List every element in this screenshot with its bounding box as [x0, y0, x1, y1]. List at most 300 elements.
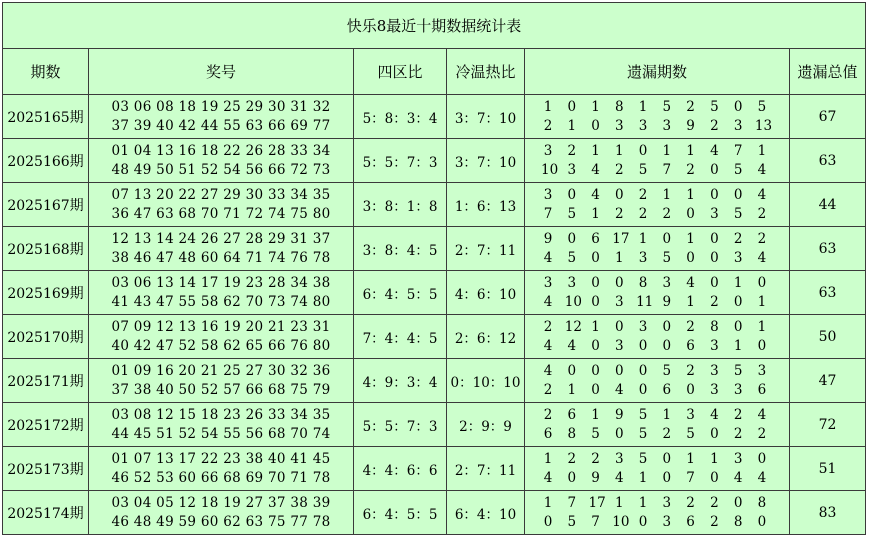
miss-value: 2 — [757, 230, 767, 247]
miss-value: 1 — [591, 318, 600, 335]
miss-value: 1 — [757, 293, 767, 310]
miss-value: 1 — [591, 98, 600, 115]
miss-cell — [525, 315, 790, 359]
miss-line — [525, 205, 789, 224]
miss-value: 4 — [686, 274, 695, 291]
miss-value: 2 — [686, 362, 695, 379]
miss-value: 0 — [757, 513, 767, 530]
miss-value: 7 — [662, 161, 672, 178]
miss-line — [525, 337, 789, 356]
miss-value: 2 — [757, 205, 767, 222]
miss-value: 2 — [710, 494, 719, 511]
miss-value: 2 — [686, 161, 695, 178]
numbers-cell — [89, 95, 354, 139]
miss-value: 4 — [757, 469, 767, 486]
miss-value: 0 — [591, 117, 600, 134]
miss-value: 0 — [638, 362, 648, 379]
miss-value: 3 — [757, 362, 767, 379]
miss-value: 7 — [686, 469, 695, 486]
miss-value: 0 — [638, 513, 648, 530]
miss-value: 4 — [543, 362, 553, 379]
numbers-line: 37 39 40 42 44 55 63 66 69 77 — [111, 117, 331, 134]
period-cell: 2025167期 — [3, 183, 89, 227]
miss-value: 0 — [615, 186, 624, 203]
miss-value: 1 — [638, 98, 648, 115]
miss-value: 17 — [612, 230, 630, 247]
miss-value: 1 — [686, 450, 695, 467]
period-cell: 2025174期 — [3, 491, 89, 535]
miss-value: 9 — [615, 406, 624, 423]
miss-value: 1 — [638, 469, 648, 486]
miss-value: 1 — [733, 337, 743, 354]
numbers-line: 44 45 51 52 54 55 56 68 70 74 — [111, 425, 331, 442]
miss-value: 0 — [567, 362, 577, 379]
miss-value: 3 — [710, 337, 719, 354]
miss-line — [525, 469, 789, 488]
miss-value: 1 — [662, 186, 672, 203]
period-cell: 2025166期 — [3, 139, 89, 183]
miss-value: 7 — [591, 513, 600, 530]
numbers-cell — [89, 315, 354, 359]
zones-cell: 5：8：3：4 — [354, 95, 447, 139]
miss-value: 4 — [710, 142, 719, 159]
lottery-stats-table-wrapper — [2, 2, 866, 535]
miss-value: 0 — [591, 274, 600, 291]
miss-value: 0 — [591, 337, 600, 354]
miss-value: 5 — [733, 161, 743, 178]
zones-cell: 6：4：5：5 — [354, 271, 447, 315]
zones-cell: 5：5：7：3 — [354, 403, 447, 447]
miss-value: 3 — [710, 205, 719, 222]
miss-value: 0 — [615, 274, 624, 291]
miss-value: 5 — [638, 406, 648, 423]
miss-value: 1 — [591, 205, 600, 222]
miss-value: 3 — [686, 406, 695, 423]
miss-value: 2 — [733, 406, 743, 423]
header-zones: 四区比 — [354, 49, 447, 95]
numbers-cell — [89, 183, 354, 227]
miss-value: 7 — [543, 205, 553, 222]
miss-line — [525, 117, 789, 136]
numbers-line: 07 13 20 22 27 29 30 33 34 35 — [111, 186, 331, 203]
miss-value: 1 — [757, 142, 767, 159]
miss-value: 3 — [638, 318, 648, 335]
miss-line — [525, 381, 789, 400]
header-miss-total: 遗漏总值 — [790, 49, 866, 95]
miss-value: 1 — [615, 494, 624, 511]
miss-value: 6 — [567, 406, 577, 423]
miss-value: 0 — [662, 450, 672, 467]
miss-value: 3 — [662, 494, 672, 511]
miss-value: 17 — [588, 494, 606, 511]
miss-line — [525, 186, 789, 205]
miss-value: 7 — [567, 494, 577, 511]
miss-value: 2 — [662, 425, 672, 442]
miss-value: 3 — [615, 337, 624, 354]
miss-total-cell: 83 — [790, 491, 866, 535]
miss-value: 0 — [567, 469, 577, 486]
miss-value: 2 — [543, 381, 553, 398]
miss-value: 0 — [662, 469, 672, 486]
miss-value: 1 — [686, 142, 695, 159]
miss-value: 2 — [662, 205, 672, 222]
miss-value: 1 — [591, 406, 600, 423]
miss-cell — [525, 227, 790, 271]
period-cell: 2025168期 — [3, 227, 89, 271]
miss-line — [525, 98, 789, 117]
miss-value: 0 — [733, 98, 743, 115]
miss-value: 0 — [733, 186, 743, 203]
miss-value: 4 — [543, 337, 553, 354]
miss-value: 9 — [686, 117, 695, 134]
miss-value: 4 — [710, 406, 719, 423]
miss-value: 4 — [757, 161, 767, 178]
numbers-line: 03 06 13 14 17 19 23 28 34 38 — [111, 274, 331, 291]
miss-value: 0 — [567, 230, 577, 247]
miss-value: 0 — [615, 362, 624, 379]
miss-value: 5 — [686, 425, 695, 442]
miss-value: 6 — [686, 513, 695, 530]
numbers-line: 03 04 05 12 18 19 27 37 38 39 — [111, 494, 331, 511]
miss-value: 6 — [591, 230, 600, 247]
miss-total-cell: 47 — [790, 359, 866, 403]
miss-value: 11 — [636, 293, 654, 310]
miss-value: 5 — [638, 425, 648, 442]
zones-cell: 7：4：4：5 — [354, 315, 447, 359]
table-body — [3, 95, 866, 535]
miss-value: 0 — [733, 318, 743, 335]
miss-value: 1 — [543, 450, 553, 467]
numbers-line: 40 42 47 52 58 62 65 66 76 80 — [111, 337, 331, 354]
miss-value: 1 — [757, 318, 767, 335]
miss-value: 8 — [757, 494, 767, 511]
table-row — [3, 271, 866, 315]
numbers-line: 01 07 13 17 22 23 38 40 41 45 — [111, 450, 331, 467]
miss-value: 2 — [686, 98, 695, 115]
miss-total-cell: 63 — [790, 139, 866, 183]
miss-value: 3 — [615, 450, 624, 467]
miss-value: 2 — [591, 450, 600, 467]
miss-value: 6 — [757, 381, 767, 398]
miss-value: 3 — [733, 249, 743, 266]
miss-value: 3 — [543, 186, 553, 203]
numbers-line: 46 52 53 60 66 68 69 70 71 78 — [111, 469, 331, 486]
miss-value: 10 — [564, 293, 582, 310]
miss-value: 2 — [757, 425, 767, 442]
miss-value: 6 — [686, 337, 695, 354]
miss-value: 1 — [615, 249, 624, 266]
miss-value: 4 — [543, 249, 553, 266]
miss-value: 8 — [710, 318, 719, 335]
miss-value: 0 — [710, 274, 719, 291]
miss-cell — [525, 95, 790, 139]
miss-value: 0 — [710, 186, 719, 203]
miss-value: 0 — [591, 381, 600, 398]
miss-line — [525, 293, 789, 312]
zones-cell: 5：5：7：3 — [354, 139, 447, 183]
numbers-line: 12 13 14 24 26 27 28 29 31 37 — [111, 230, 331, 247]
miss-value: 2 — [638, 186, 648, 203]
numbers-cell — [89, 227, 354, 271]
miss-value: 4 — [543, 469, 553, 486]
miss-value: 0 — [638, 142, 648, 159]
miss-value: 0 — [757, 450, 767, 467]
miss-value: 3 — [662, 117, 672, 134]
miss-value: 3 — [733, 117, 743, 134]
table-row — [3, 491, 866, 535]
table-row — [3, 183, 866, 227]
numbers-cell — [89, 139, 354, 183]
miss-value: 4 — [591, 161, 600, 178]
miss-value: 0 — [567, 186, 577, 203]
miss-value: 6 — [543, 425, 553, 442]
miss-cell — [525, 491, 790, 535]
header-period: 期数 — [3, 49, 89, 95]
table-row — [3, 403, 866, 447]
miss-line — [525, 425, 789, 444]
miss-value: 3 — [543, 274, 553, 291]
temp-cell: 0：10：10 — [447, 359, 525, 403]
numbers-line: 07 09 12 13 16 19 20 21 23 31 — [111, 318, 331, 335]
miss-cell — [525, 359, 790, 403]
miss-value: 4 — [615, 469, 624, 486]
miss-value: 2 — [686, 494, 695, 511]
temp-cell: 2：6：12 — [447, 315, 525, 359]
miss-value: 1 — [662, 142, 672, 159]
miss-value: 1 — [710, 450, 719, 467]
miss-value: 2 — [686, 318, 695, 335]
miss-value: 5 — [638, 161, 648, 178]
miss-value: 2 — [543, 406, 553, 423]
miss-value: 0 — [710, 425, 719, 442]
header-temp: 冷温热比 — [447, 49, 525, 95]
lottery-stats-table — [2, 2, 866, 535]
miss-value: 0 — [638, 381, 648, 398]
miss-value: 5 — [662, 98, 672, 115]
header-numbers: 奖号 — [89, 49, 354, 95]
table-row — [3, 227, 866, 271]
table-row — [3, 447, 866, 491]
miss-value: 2 — [710, 513, 719, 530]
miss-value: 2 — [710, 293, 719, 310]
miss-value: 3 — [567, 161, 577, 178]
miss-value: 5 — [567, 513, 577, 530]
miss-value: 3 — [567, 274, 577, 291]
miss-value: 13 — [754, 117, 773, 134]
miss-value: 1 — [591, 142, 600, 159]
period-cell: 2025169期 — [3, 271, 89, 315]
miss-value: 3 — [615, 117, 624, 134]
numbers-line: 41 43 47 55 58 62 70 73 74 80 — [111, 293, 331, 310]
miss-value: 1 — [686, 293, 695, 310]
miss-total-cell: 50 — [790, 315, 866, 359]
miss-value: 0 — [567, 98, 577, 115]
miss-value: 9 — [662, 293, 672, 310]
miss-value: 0 — [591, 293, 600, 310]
miss-value: 5 — [662, 249, 672, 266]
miss-value: 0 — [615, 318, 624, 335]
miss-value: 0 — [710, 469, 719, 486]
miss-value: 1 — [733, 274, 743, 291]
miss-value: 0 — [686, 381, 695, 398]
miss-value: 1 — [638, 494, 648, 511]
miss-line — [525, 161, 789, 180]
miss-value: 7 — [733, 142, 743, 159]
miss-value: 0 — [686, 249, 695, 266]
zones-cell: 3：8：4：5 — [354, 227, 447, 271]
numbers-line: 48 49 50 51 52 54 56 66 72 73 — [111, 161, 331, 178]
miss-value: 9 — [543, 230, 553, 247]
miss-value: 5 — [638, 450, 648, 467]
miss-value: 5 — [662, 362, 672, 379]
period-cell: 2025172期 — [3, 403, 89, 447]
miss-value: 0 — [710, 230, 719, 247]
miss-value: 1 — [638, 230, 648, 247]
miss-value: 3 — [662, 513, 672, 530]
zones-cell: 4：4：6：6 — [354, 447, 447, 491]
miss-value: 0 — [662, 230, 672, 247]
miss-value: 1 — [686, 186, 695, 203]
miss-cell — [525, 183, 790, 227]
miss-total-cell: 51 — [790, 447, 866, 491]
miss-value: 3 — [638, 117, 648, 134]
table-row — [3, 315, 866, 359]
miss-line — [525, 450, 789, 469]
miss-value: 1 — [543, 98, 553, 115]
miss-value: 3 — [733, 381, 743, 398]
miss-value: 5 — [591, 425, 600, 442]
miss-value: 2 — [710, 117, 719, 134]
miss-value: 2 — [615, 205, 624, 222]
miss-value: 3 — [638, 249, 648, 266]
temp-cell: 6：4：10 — [447, 491, 525, 535]
miss-value: 0 — [638, 337, 648, 354]
miss-value: 0 — [686, 205, 695, 222]
miss-value: 1 — [567, 117, 577, 134]
miss-value: 2 — [543, 318, 553, 335]
miss-line — [525, 142, 789, 161]
miss-value: 2 — [733, 425, 743, 442]
temp-cell: 2：7：11 — [447, 227, 525, 271]
numbers-line: 03 06 08 18 19 25 29 30 31 32 — [111, 98, 331, 115]
miss-line — [525, 406, 789, 425]
miss-cell — [525, 139, 790, 183]
miss-value: 6 — [662, 381, 672, 398]
numbers-line: 37 38 40 50 52 57 66 68 75 79 — [111, 381, 331, 398]
miss-value: 2 — [567, 142, 577, 159]
numbers-line: 36 47 63 68 70 71 72 74 75 80 — [111, 205, 331, 222]
numbers-line: 46 48 49 59 60 62 63 75 77 78 — [111, 513, 331, 530]
miss-value: 4 — [757, 186, 767, 203]
miss-value: 5 — [733, 205, 743, 222]
miss-value: 5 — [757, 98, 767, 115]
table-row — [3, 139, 866, 183]
miss-value: 1 — [662, 406, 672, 423]
numbers-line: 01 04 13 16 18 22 26 28 33 34 — [111, 142, 331, 159]
temp-cell: 1：6：13 — [447, 183, 525, 227]
period-cell: 2025173期 — [3, 447, 89, 491]
miss-value: 5 — [567, 249, 577, 266]
temp-cell: 3：7：10 — [447, 139, 525, 183]
numbers-line: 01 09 16 20 21 25 27 30 32 36 — [111, 362, 331, 379]
numbers-line: 03 08 12 15 18 23 26 33 34 35 — [111, 406, 331, 423]
miss-value: 2 — [567, 450, 577, 467]
miss-value: 0 — [733, 494, 743, 511]
miss-value: 0 — [543, 513, 553, 530]
miss-value: 2 — [638, 205, 648, 222]
miss-value: 3 — [710, 362, 719, 379]
miss-value: 8 — [733, 513, 743, 530]
miss-value: 0 — [757, 337, 767, 354]
miss-value: 3 — [662, 274, 672, 291]
miss-value: 1 — [686, 230, 695, 247]
miss-value: 2 — [615, 161, 624, 178]
miss-line — [525, 249, 789, 268]
zones-cell: 4：9：3：4 — [354, 359, 447, 403]
miss-value: 8 — [567, 425, 577, 442]
zones-cell: 6：4：5：5 — [354, 491, 447, 535]
miss-value: 3 — [615, 293, 624, 310]
miss-line — [525, 274, 789, 293]
miss-cell — [525, 447, 790, 491]
zones-cell: 3：8：1：8 — [354, 183, 447, 227]
miss-value: 12 — [564, 318, 582, 335]
miss-value: 0 — [733, 293, 743, 310]
miss-value: 5 — [733, 362, 743, 379]
miss-value: 4 — [615, 381, 624, 398]
miss-value: 3 — [543, 142, 553, 159]
miss-value: 0 — [662, 337, 672, 354]
miss-value: 10 — [612, 513, 630, 530]
miss-value: 4 — [757, 249, 767, 266]
miss-total-cell: 44 — [790, 183, 866, 227]
miss-value: 4 — [733, 469, 743, 486]
header-miss: 遗漏期数 — [525, 49, 790, 95]
miss-total-cell: 63 — [790, 227, 866, 271]
miss-line — [525, 494, 789, 513]
miss-value: 1 — [543, 494, 553, 511]
miss-value: 1 — [567, 381, 577, 398]
miss-value: 4 — [567, 337, 577, 354]
miss-total-cell: 72 — [790, 403, 866, 447]
period-cell: 2025170期 — [3, 315, 89, 359]
miss-total-cell: 63 — [790, 271, 866, 315]
numbers-cell — [89, 447, 354, 491]
miss-value: 8 — [615, 98, 624, 115]
miss-line — [525, 513, 789, 532]
table-title: 快乐8最近十期数据统计表 — [3, 3, 866, 49]
temp-cell: 2：9：9 — [447, 403, 525, 447]
numbers-cell — [89, 271, 354, 315]
miss-value: 0 — [757, 274, 767, 291]
miss-value: 0 — [710, 249, 719, 266]
miss-value: 3 — [733, 450, 743, 467]
miss-value: 2 — [733, 230, 743, 247]
miss-value: 2 — [543, 117, 553, 134]
miss-value: 3 — [710, 381, 719, 398]
miss-line — [525, 362, 789, 381]
miss-value: 4 — [591, 186, 600, 203]
miss-line — [525, 230, 789, 249]
miss-value: 5 — [567, 205, 577, 222]
miss-value: 4 — [757, 406, 767, 423]
miss-line — [525, 318, 789, 337]
numbers-line: 38 46 47 48 60 64 71 74 76 78 — [111, 249, 331, 266]
temp-cell: 2：7：11 — [447, 447, 525, 491]
miss-value: 10 — [541, 161, 559, 178]
miss-value: 5 — [710, 98, 719, 115]
miss-value: 0 — [591, 249, 600, 266]
